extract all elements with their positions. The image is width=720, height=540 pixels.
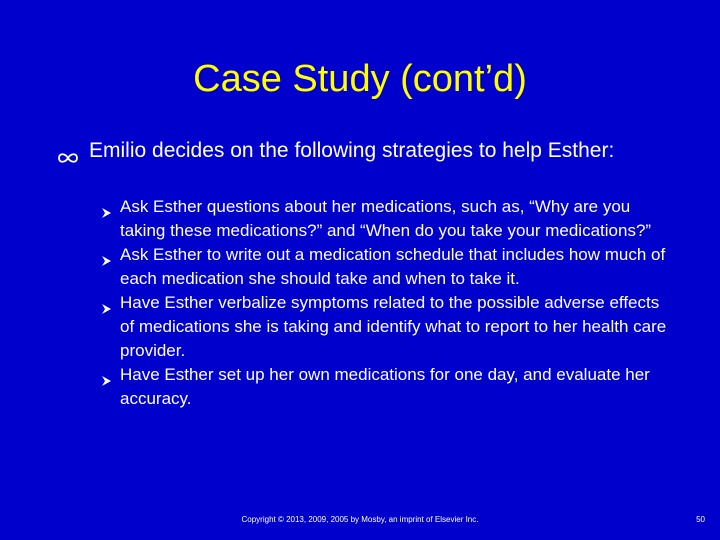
strategy-item bbox=[101, 363, 671, 411]
strategy-text: Have Esther set up her own medications for one day, and evaluate her accuracy. bbox=[120, 365, 650, 408]
strategy-item bbox=[101, 243, 671, 291]
arrowhead-bullet-icon bbox=[101, 202, 112, 214]
strategy-item bbox=[101, 291, 671, 363]
strategy-text: Ask Esther questions about her medications, such as, “Why are you taking these medications?” and “When do you take your medications?” bbox=[120, 197, 652, 240]
strategy-item bbox=[101, 195, 671, 243]
infinity-bullet-icon bbox=[56, 146, 80, 170]
strategy-text: Ask Esther to write out a medication schedule that includes how much of each medication she should take and when to take it. bbox=[120, 245, 666, 288]
arrowhead-bullet-icon bbox=[101, 298, 112, 310]
intro-text: Emilio decides on the following strategies to help Esther: bbox=[89, 139, 615, 162]
strategy-list bbox=[101, 195, 671, 411]
slide-title: Case Study (cont’d) bbox=[193, 58, 527, 100]
arrowhead-bullet-icon bbox=[101, 370, 112, 382]
page-number: 50 bbox=[696, 515, 705, 524]
arrowhead-bullet-icon bbox=[101, 250, 112, 262]
copyright-footer: Copyright © 2013, 2009, 2005 by Mosby, an imprint of Elsevier Inc. bbox=[241, 515, 479, 524]
strategy-text: Have Esther verbalize symptoms related to the possible adverse effects of medications she is taking and identify what to report to her health care provider. bbox=[120, 293, 667, 360]
